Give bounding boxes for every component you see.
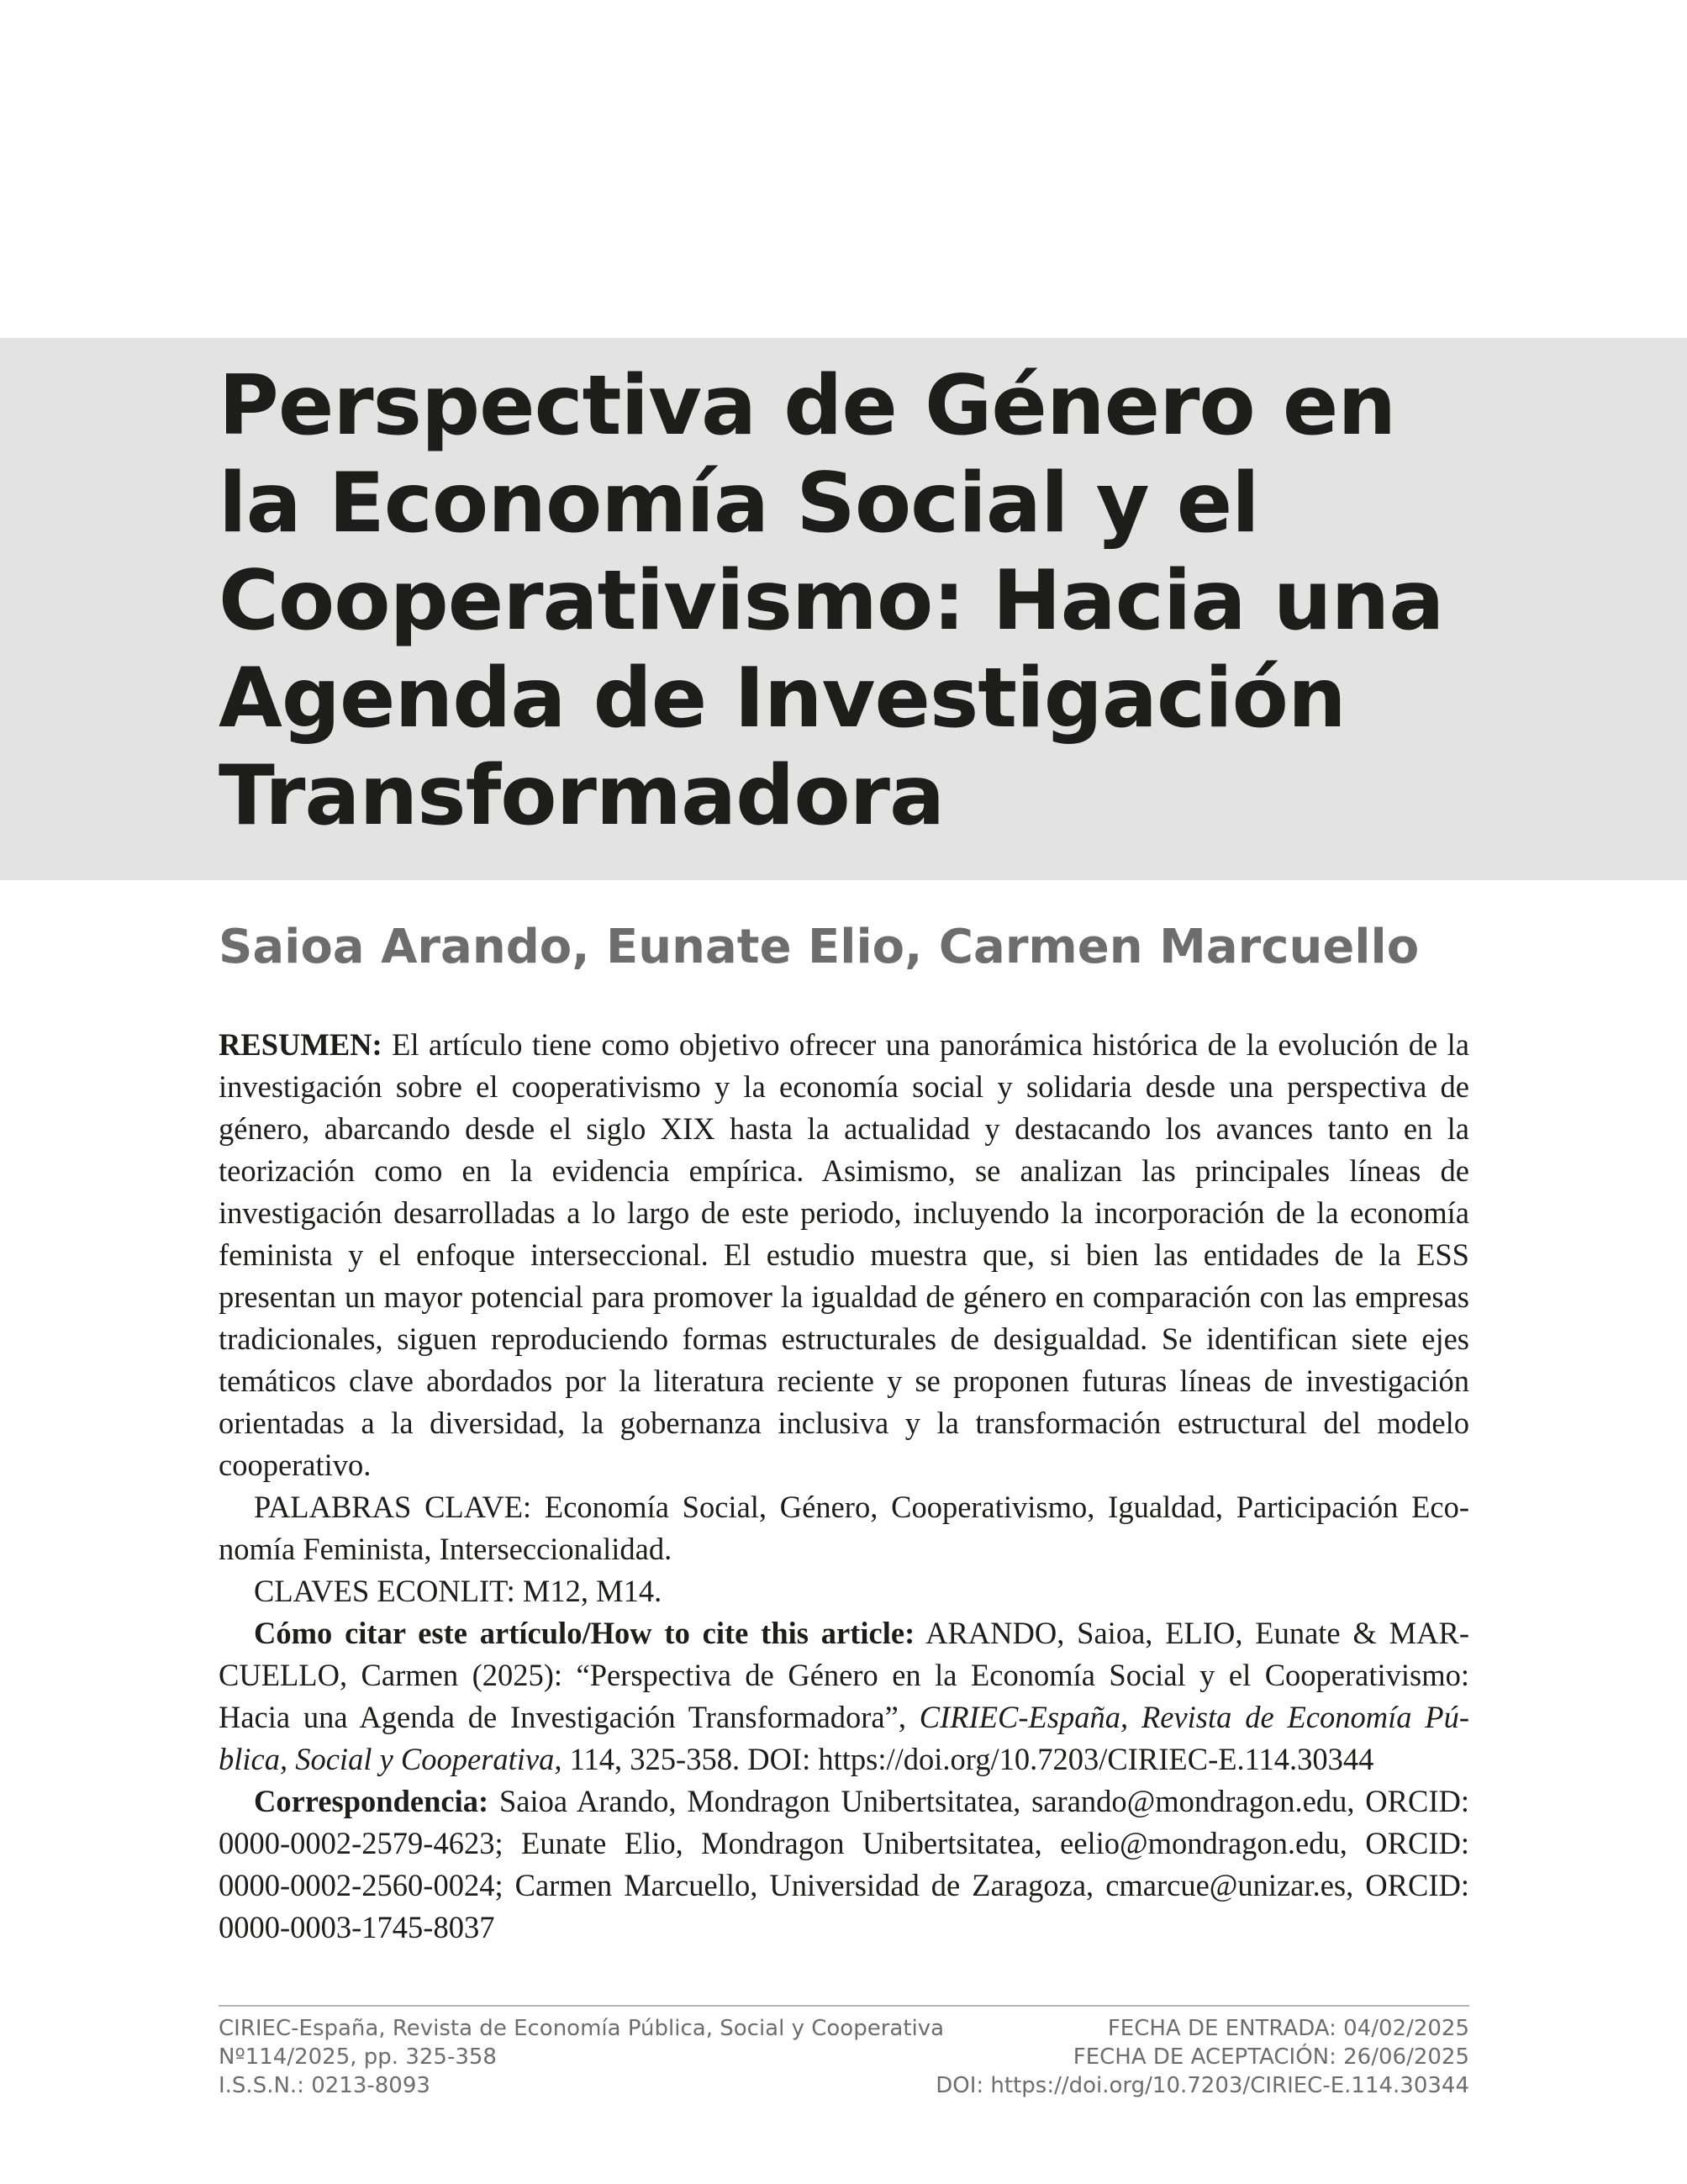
correspondence-paragraph [219, 1780, 1469, 1949]
footer-journal: CIRIEC-España, Revista de Economía Pública, Social y Cooperativa [219, 2016, 945, 2041]
authors: Saioa Arando, Eunate Elio, Carmen Marcuello [219, 920, 1420, 974]
citation-journal: CIRIEC-España, Revista de Economía Pública, Social y Cooperativa, [219, 1700, 1469, 1776]
footer-received-date: FECHA DE ENTRADA: 04/02/2025 [1107, 2016, 1469, 2041]
econlit-codes: CLAVES ECONLIT: M12, M14. [254, 1574, 662, 1608]
title-line: Transformadora [219, 748, 945, 844]
correspondence-text: Saioa Arando, Mondragon Unibertsitatea, sarando@mondragon.edu, ORCID: 0000-0002-2579-4623; Eunate Elio, Mondragon Unibertsitatea, eelio@mondragon.​edu, ORCID: 0000-0002-2560-0024; Carmen Marcuello, Universidad de Zaragoza, cmarcue@​unizar.es, ORCID: 0000-0003-1745-8037 [219, 1784, 1469, 1944]
footer-issn: I.S.S.N.: 0213-8093 [219, 2073, 430, 2098]
footer-doi: DOI: https://doi.org/10.7203/CIRIEC-E.114.30344 [936, 2073, 1469, 2098]
citation-paragraph [219, 1612, 1469, 1780]
footer-issue: Nº114/2025, pp. 325-358 [219, 2044, 497, 2070]
title-line: Agenda de Investigación [219, 651, 1346, 746]
title-line: la Economía Social y el [219, 456, 1259, 551]
abstract-paragraph [219, 1024, 1469, 1486]
abstract-label: RESUMEN: [219, 1027, 382, 1062]
abstract-section [219, 1024, 1469, 1949]
keywords: PALABRAS CLAVE: Economía Social, Género, Cooperativismo, Igualdad, Participación Economía Feminista, Interseccionalidad. [219, 1490, 1469, 1566]
footer-divider [219, 2005, 1469, 2007]
article-title [219, 357, 1597, 845]
citation-tail: 114, 325-358. DOI: https://doi.org/10.7203/CIRIEC-E.114.30344 [561, 1742, 1374, 1776]
correspondence-label: Correspondencia: [254, 1784, 489, 1818]
title-line: Perspectiva de Género en [219, 358, 1396, 454]
footer-dates [936, 2014, 1469, 2100]
title-line: Cooperativismo: Hacia una [219, 553, 1444, 649]
footer-accepted-date: FECHA DE ACEPTACIÓN: 26/06/2025 [1073, 2044, 1469, 2070]
abstract-text: El artículo tiene como objetivo ofrecer una panorámica histórica de la evolución de la investigación sobre el cooperativismo y la economía social y solidaria desde una perspectiva de género, abarcando desde el siglo XIX hasta la actualidad y destacando los avances tanto en la teorización como en la evidencia empírica. Asimismo, se analizan las principales líneas de investigación desarrolladas a lo largo de este periodo, incluyendo la incorporación de la economía feminista y el enfoque interseccional. El estudio muestra que, si bien las entidades de la ESS presentan un mayor potencial para promover la igualdad de género en comparación con las empresas tradicionales, siguen reproduciendo formas estructurales de desigualdad. Se identifican siete ejes temáticos clave abordados por la literatura reciente y se proponen futuras líneas de investigación orientadas a la diversidad, la gobernanza inclusiva y la transformación estructural del modelo cooperativo. [219, 1027, 1469, 1482]
citation-text: ARANDO, Saioa, ELIO, Eunate & MARCUELLO, Carmen (2025): “Perspectiva de Género en la Economía Social y el Cooperativismo: Hacia una Agenda de Investigación Transformadora”, [219, 1616, 1469, 1734]
citation-label: Cómo citar este artículo/How to cite this article: [254, 1616, 915, 1650]
footer-journal-info [219, 2014, 944, 2100]
